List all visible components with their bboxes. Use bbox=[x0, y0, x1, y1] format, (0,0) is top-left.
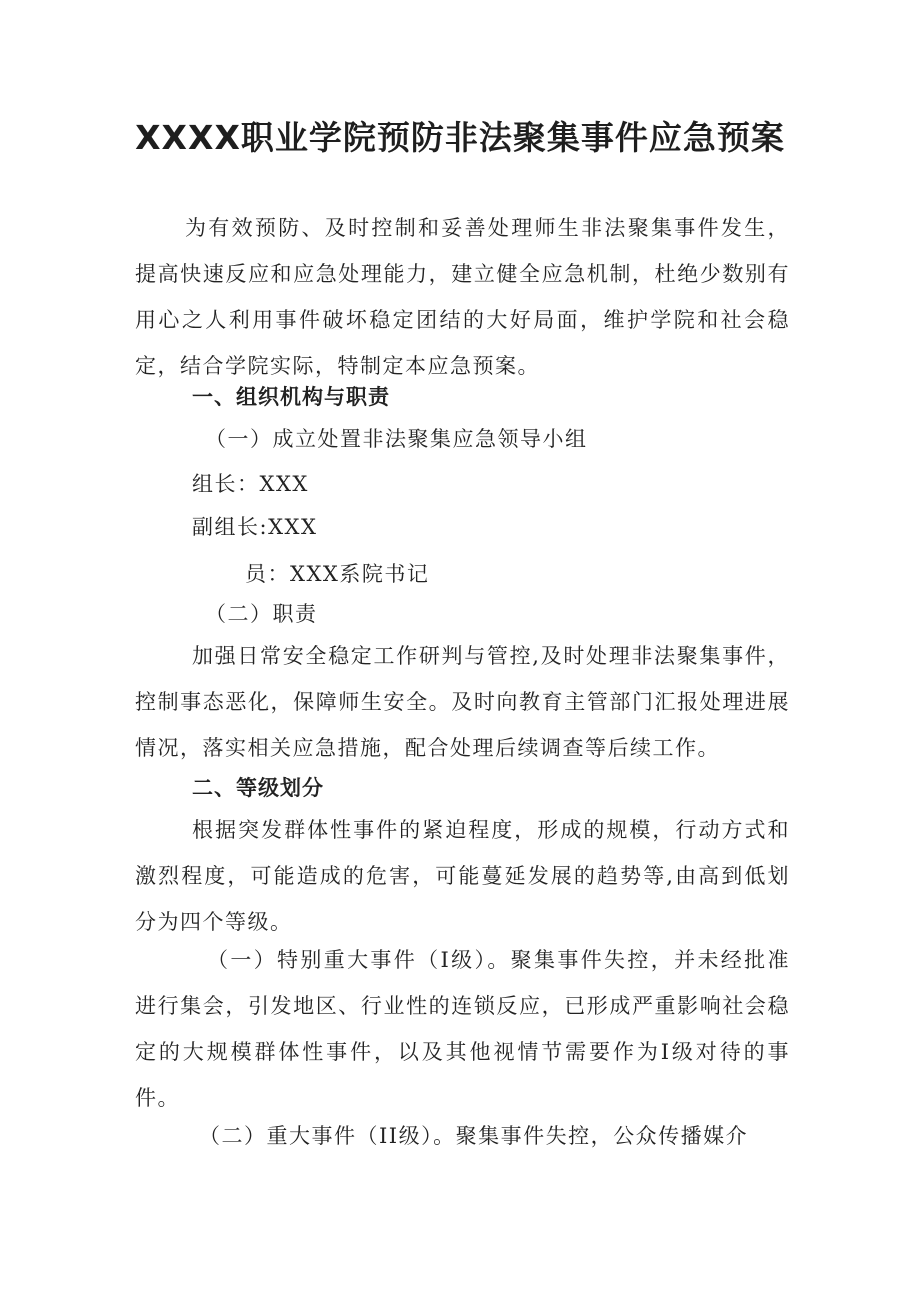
group-leader: 组长：XXX bbox=[192, 472, 309, 496]
intro-paragraph: 为有效预防、及时控制和妥善处理师生非法聚集事件发生，提高快速反应和应急处理能力，建立健全应急机制，杜绝少数别有用心之人利用事件破坏稳定团结的大好局面，维护学院和社会稳定，结合学院实际，特制定本应急预案。 bbox=[135, 216, 790, 378]
level-one-paragraph: （一）特别重大事件（I级）。聚集事件失控，并未经批准进行集会，引发地区、行业性的连锁反应，已形成严重影响社会稳定的大规模群体性事件，以及其他视情节需要作为I级对待的事件。 bbox=[135, 948, 790, 1110]
deputy-group-leader: 副组长:XXX bbox=[192, 515, 318, 539]
levels-intro-paragraph: 根据突发群体性事件的紧迫程度，形成的规模，行动方式和激烈程度，可能造成的危害，可能蔓延发展的趋势等,由高到低划分为四个等级。 bbox=[135, 818, 790, 934]
document-title: XXXX职业学院预防非法聚集事件应急预案 bbox=[135, 118, 785, 157]
section-heading-organization: 一、组织机构与职责 bbox=[192, 385, 390, 409]
subsection-leading-group: （一）成立处置非法聚集应急领导小组 bbox=[205, 427, 588, 451]
level-two-paragraph: （二）重大事件（II级）。聚集事件失控，公众传播媒介 bbox=[199, 1124, 749, 1148]
subsection-duties: （二）职责 bbox=[205, 602, 318, 626]
group-members: 员：XXX系院书记 bbox=[245, 562, 430, 586]
section-heading-levels: 二、等级划分 bbox=[192, 776, 324, 800]
duties-paragraph: 加强日常安全稳定工作研判与管控,及时处理非法聚集事件，控制事态恶化，保障师生安全。及时向教育主管部门汇报处理进展情况，落实相关应急措施，配合处理后续调查等后续工作。 bbox=[135, 644, 790, 760]
